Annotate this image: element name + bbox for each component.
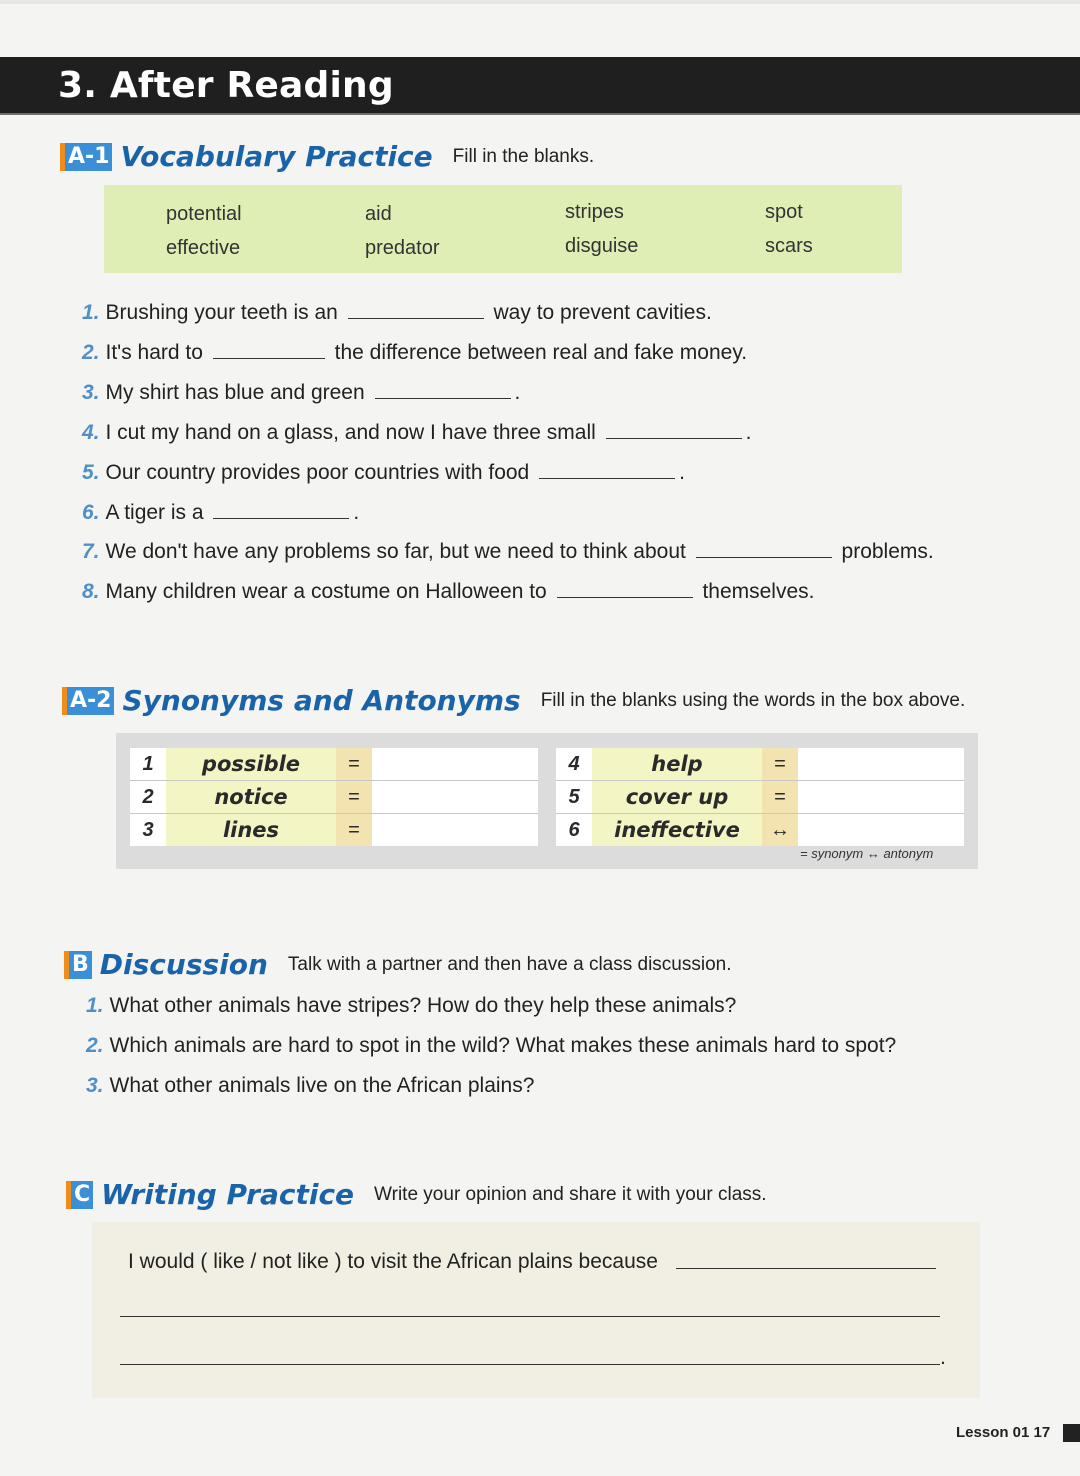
vocab-question — [82, 381, 520, 405]
table-row — [556, 748, 964, 781]
table-row — [130, 814, 538, 846]
word-item: spot — [765, 201, 803, 223]
answer-cell[interactable] — [372, 814, 538, 846]
answer-blank[interactable] — [539, 462, 675, 479]
vocab-question — [82, 501, 359, 525]
question-text: problems. — [841, 540, 934, 563]
writing-line[interactable] — [676, 1268, 936, 1269]
antonym-symbol: ↔ — [762, 814, 798, 846]
question-number: 2. — [86, 1034, 104, 1057]
b-instruction: Talk with a partner and then have a class discussion. — [287, 953, 732, 975]
question-text: the difference between real and fake money. — [334, 341, 748, 364]
row-number: 3 — [130, 814, 166, 846]
question-number: 2. — [82, 341, 100, 364]
synonym-symbol: = — [336, 781, 372, 813]
table-row — [556, 781, 964, 814]
synonym-table-left — [130, 748, 538, 846]
page-title: 3. After Reading — [58, 65, 394, 106]
question-number: 1. — [86, 994, 104, 1017]
synonym-symbol: = — [336, 748, 372, 780]
writing-box — [92, 1222, 980, 1398]
row-word: possible — [166, 748, 336, 780]
answer-blank[interactable] — [606, 422, 742, 439]
synonym-symbol: = — [336, 814, 372, 846]
writing-end-mark: . — [940, 1346, 946, 1369]
word-item: scars — [765, 235, 813, 257]
writing-line[interactable] — [120, 1364, 940, 1365]
a2-instruction: Fill in the blanks using the words in the box above. — [540, 689, 966, 711]
c-instruction: Write your opinion and share it with your class. — [374, 1183, 767, 1205]
question-number: 5. — [82, 461, 100, 484]
c-section-heading — [66, 1178, 767, 1211]
question-text: . — [679, 461, 685, 484]
answer-blank[interactable] — [213, 342, 325, 359]
row-number: 1 — [130, 748, 166, 780]
symbol-legend: = synonym ↔ antonym — [800, 846, 934, 861]
answer-blank[interactable] — [348, 302, 484, 319]
question-text: A tiger is a — [105, 501, 204, 524]
synonym-symbol: = — [762, 748, 798, 780]
row-number: 5 — [556, 781, 592, 813]
a1-title: Vocabulary Practice — [120, 140, 433, 173]
a1-section-heading — [60, 140, 594, 173]
vocab-question — [82, 540, 934, 564]
word-box — [104, 185, 902, 273]
answer-cell[interactable] — [798, 748, 964, 780]
answer-cell[interactable] — [372, 748, 538, 780]
b-section-heading — [64, 948, 732, 981]
lesson-label: Lesson 01 — [956, 1424, 1030, 1441]
question-text: Brushing your teeth is an — [105, 301, 338, 324]
table-row — [130, 781, 538, 814]
question-number: 7. — [82, 540, 100, 563]
section-header-bar — [0, 57, 1080, 115]
vocab-question — [82, 301, 712, 325]
row-number: 4 — [556, 748, 592, 780]
question-number: 6. — [82, 501, 100, 524]
vocab-question — [82, 461, 685, 485]
word-item: potential — [166, 203, 242, 225]
question-text: What other animals live on the African plains? — [109, 1074, 535, 1097]
question-text: Our country provides poor countries with food — [105, 461, 530, 484]
vocab-question — [82, 421, 751, 445]
vocab-question — [82, 341, 747, 365]
question-number: 1. — [82, 301, 100, 324]
question-text: It's hard to — [105, 341, 203, 364]
word-item: effective — [166, 237, 241, 259]
question-text: What other animals have stripes? How do they help these animals? — [109, 994, 737, 1017]
question-number: 3. — [82, 381, 100, 404]
b-title: Discussion — [99, 948, 268, 981]
table-row — [556, 814, 964, 846]
row-word: lines — [166, 814, 336, 846]
row-word: cover up — [592, 781, 762, 813]
answer-blank[interactable] — [696, 541, 832, 558]
discussion-question — [86, 1034, 896, 1058]
answer-blank[interactable] — [557, 581, 693, 598]
word-item: predator — [365, 237, 440, 259]
question-text: . — [353, 501, 360, 524]
a1-instruction: Fill in the blanks. — [452, 145, 595, 167]
question-text: Many children wear a costume on Halloween to — [105, 580, 547, 603]
footer-marker — [1063, 1424, 1080, 1442]
answer-cell[interactable] — [798, 814, 964, 846]
answer-cell[interactable] — [372, 781, 538, 813]
a2-badge: A-2 — [62, 687, 114, 715]
answer-blank[interactable] — [375, 382, 511, 399]
answer-cell[interactable] — [798, 781, 964, 813]
row-word: help — [592, 748, 762, 780]
synonym-table-right — [556, 748, 964, 846]
writing-line[interactable] — [120, 1316, 940, 1317]
question-text: . — [745, 421, 752, 444]
question-number: 8. — [82, 580, 100, 603]
question-text: themselves. — [702, 580, 815, 603]
question-number: 3. — [86, 1074, 104, 1097]
question-text: Which animals are hard to spot in the wild? What makes these animals hard to spot? — [109, 1034, 897, 1057]
question-text: We don't have any problems so far, but we need to think about — [105, 540, 686, 563]
page-footer — [956, 1424, 1050, 1441]
page-top-edge — [0, 0, 1080, 4]
a2-title: Synonyms and Antonyms — [122, 684, 521, 717]
row-number: 6 — [556, 814, 592, 846]
word-item: stripes — [565, 201, 624, 223]
vocab-question — [82, 580, 814, 604]
discussion-question — [86, 1074, 534, 1098]
a1-badge: A-1 — [60, 143, 112, 171]
question-text: way to prevent cavities. — [493, 301, 712, 324]
row-word: notice — [166, 781, 336, 813]
b-badge: B — [64, 951, 92, 979]
synonym-symbol: = — [762, 781, 798, 813]
writing-prompt — [128, 1250, 658, 1274]
question-number: 4. — [82, 421, 100, 444]
a2-section-heading — [62, 684, 965, 717]
c-badge: C — [66, 1181, 93, 1209]
c-title: Writing Practice — [101, 1178, 355, 1211]
table-row — [130, 748, 538, 781]
answer-blank[interactable] — [213, 502, 349, 519]
page-number: 17 — [1033, 1424, 1051, 1441]
word-item: aid — [365, 203, 392, 225]
row-word: ineffective — [592, 814, 762, 846]
row-number: 2 — [130, 781, 166, 813]
word-item: disguise — [565, 235, 639, 257]
question-text: . — [514, 381, 521, 404]
writing-prompt-text: I would ( like / not like ) to visit the African plains because — [128, 1250, 658, 1273]
question-text: My shirt has blue and green — [105, 381, 365, 404]
discussion-question — [86, 994, 736, 1018]
question-text: I cut my hand on a glass, and now I have three small — [105, 421, 596, 444]
